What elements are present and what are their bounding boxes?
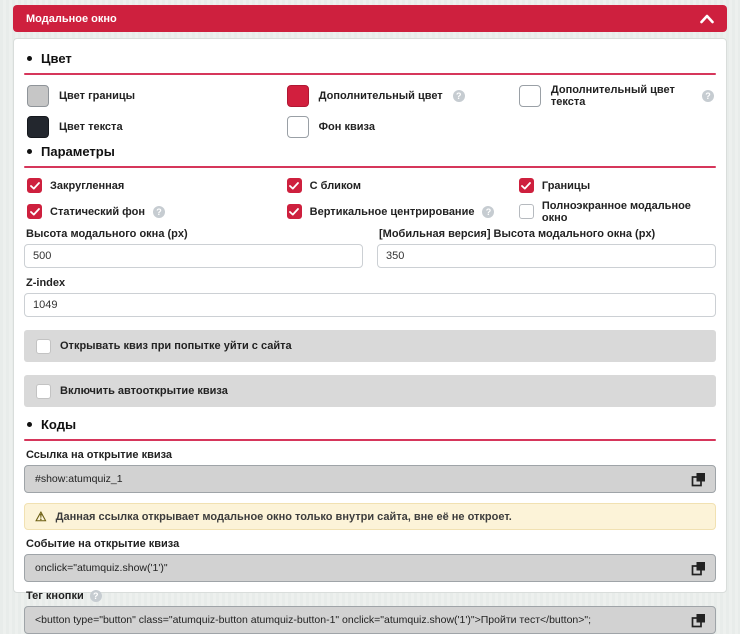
- modal-height-input[interactable]: [24, 244, 363, 268]
- field-z-index: [24, 277, 716, 317]
- checkbox-item-static-background: [27, 204, 287, 219]
- checkbox[interactable]: [36, 339, 51, 354]
- section-title: Коды: [41, 417, 77, 432]
- section-divider: [24, 73, 716, 75]
- bullet-icon: [27, 56, 32, 61]
- checkbox[interactable]: [519, 178, 534, 193]
- swatch-label: Цвет границы: [59, 90, 136, 102]
- checkbox-label: Закругленная: [50, 179, 125, 192]
- color-swatch[interactable]: [27, 85, 49, 107]
- copy-button[interactable]: [686, 557, 710, 579]
- params-checkbox-grid: [27, 178, 714, 224]
- field-modal-height-mobile: [377, 228, 716, 268]
- swatch-item-accent-color: [287, 85, 519, 107]
- copy-icon: [691, 472, 706, 487]
- section-title: Цвет: [41, 51, 72, 66]
- bullet-icon: [27, 422, 32, 427]
- quiz-open-event-value: onclick="atumquiz.show('1')": [35, 562, 168, 574]
- section-title: Параметры: [41, 144, 115, 159]
- quiz-open-link-value: #show:atumquiz_1: [35, 473, 123, 485]
- bullet-icon: [27, 149, 32, 154]
- section-heading-codes: [27, 417, 714, 432]
- toggle-label: Включить автооткрытие квиза: [60, 385, 228, 397]
- field-label: [Мобильная версия] Высота модального окна (px): [379, 228, 656, 240]
- swatch-label: Дополнительный цвет текста: [550, 84, 675, 108]
- checkbox[interactable]: [519, 204, 534, 219]
- checkbox-item-borders: [519, 178, 714, 193]
- swatch-label: Фон квиза: [318, 121, 375, 133]
- checkbox-label: Вертикальное центрирование: [309, 205, 475, 218]
- quiz-open-event-field[interactable]: [24, 554, 716, 582]
- checkbox-item-fullscreen-modal: [519, 199, 714, 224]
- info-icon[interactable]: ?: [453, 90, 465, 102]
- info-icon[interactable]: ?: [702, 90, 714, 102]
- accordion-header-modal-window[interactable]: [13, 5, 727, 32]
- button-tag-label-text: Тег кнопки: [26, 590, 84, 602]
- toggle-label: Открывать квиз при попытке уйти с сайта: [60, 340, 292, 352]
- checkbox-item-rounded: [27, 178, 287, 193]
- field-label: Высота модального окна (px): [26, 228, 188, 240]
- chevron-up-icon[interactable]: [699, 13, 715, 25]
- color-swatch[interactable]: [27, 116, 49, 138]
- copy-icon: [691, 613, 706, 628]
- warning-text: Данная ссылка открывает модальное окно только внутри сайта, вне её не откроет.: [55, 510, 512, 523]
- z-index-input[interactable]: [24, 293, 716, 317]
- checkbox[interactable]: [287, 178, 302, 193]
- toggle-auto-open[interactable]: [24, 375, 716, 407]
- color-swatch[interactable]: [519, 85, 541, 107]
- section-divider: [24, 439, 716, 441]
- swatch-item-quiz-background: [287, 116, 519, 138]
- checkbox-label: Границы: [541, 179, 591, 192]
- quiz-open-link-label: Ссылка на открытие квиза: [26, 449, 173, 461]
- warning-icon: ⚠: [35, 509, 47, 524]
- checkbox-label: Статический фон: [50, 205, 146, 218]
- color-swatch-grid: [27, 85, 714, 138]
- section-heading-params: [27, 144, 714, 159]
- info-icon[interactable]: ?: [482, 206, 494, 218]
- color-swatch[interactable]: [287, 116, 309, 138]
- checkbox-label: Полноэкранное модальное окно: [541, 199, 691, 224]
- swatch-item-text-color: [27, 116, 287, 138]
- checkbox-label: С бликом: [309, 179, 362, 192]
- swatch-item-border-color: [27, 85, 287, 107]
- quiz-open-event-label: Событие на открытие квиза: [26, 538, 180, 550]
- link-warning-alert: [24, 503, 716, 530]
- checkbox[interactable]: [287, 204, 302, 219]
- swatch-label: Цвет текста: [59, 121, 123, 133]
- field-label: Z-index: [26, 277, 66, 289]
- toggle-open-on-exit[interactable]: [24, 330, 716, 362]
- accordion-title: Модальное окно: [26, 12, 117, 25]
- checkbox[interactable]: [27, 204, 42, 219]
- height-fields-row: [24, 228, 716, 268]
- copy-button[interactable]: [686, 609, 710, 631]
- checkbox-item-glare: [287, 178, 519, 193]
- button-tag-value: <button type="button" class="atumquiz-button atumquiz-button-1" onclick="atumquiz.show('1')">Пройти тест</button>";: [35, 614, 592, 626]
- quiz-open-link-field[interactable]: [24, 465, 716, 493]
- checkbox-item-vertical-centering: [287, 204, 519, 219]
- copy-button[interactable]: [686, 468, 710, 490]
- button-tag-label: [26, 590, 716, 602]
- checkbox[interactable]: [36, 384, 51, 399]
- swatch-label: Дополнительный цвет: [318, 90, 443, 102]
- checkbox[interactable]: [27, 178, 42, 193]
- settings-panel: [13, 38, 727, 626]
- swatch-item-accent-text-color: [519, 85, 714, 107]
- info-icon[interactable]: ?: [153, 206, 165, 218]
- copy-icon: [691, 561, 706, 576]
- button-tag-field[interactable]: [24, 606, 716, 634]
- section-heading-color: [27, 51, 714, 66]
- color-swatch[interactable]: [287, 85, 309, 107]
- mobile-modal-height-input[interactable]: [377, 244, 716, 268]
- section-divider: [24, 166, 716, 168]
- info-icon[interactable]: ?: [90, 590, 102, 602]
- field-modal-height: [24, 228, 363, 268]
